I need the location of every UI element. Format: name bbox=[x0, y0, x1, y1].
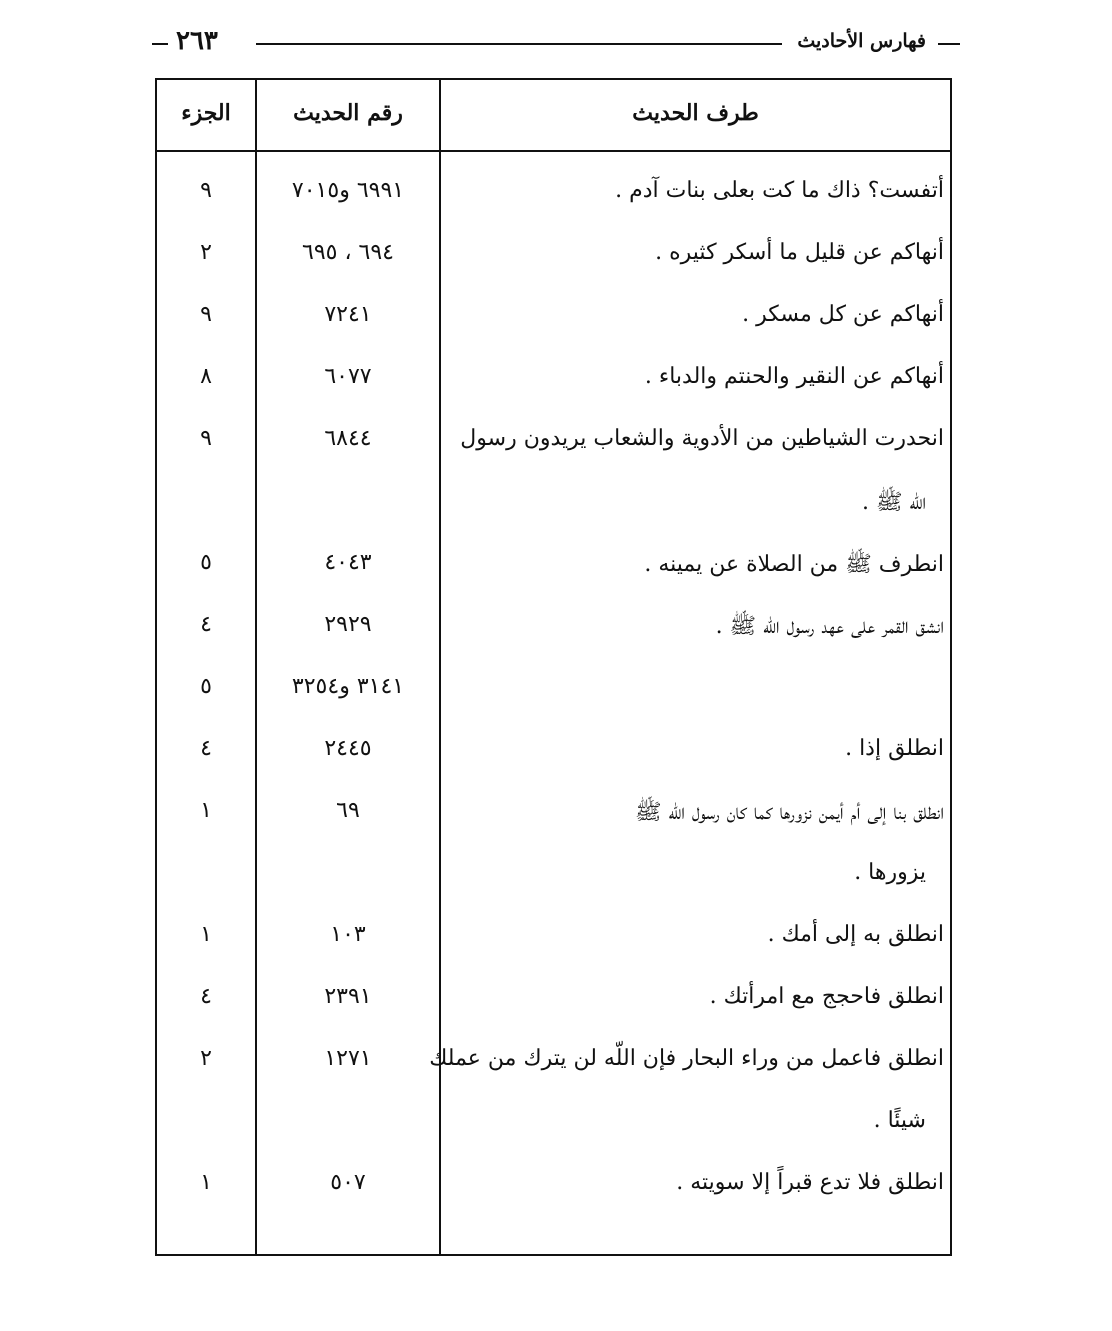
column-header-number: رقم الحديث bbox=[293, 100, 403, 126]
table-row bbox=[157, 418, 950, 480]
hadith-text: انطلق فاحجج مع امرأتك . bbox=[709, 984, 944, 1009]
hadith-text: انطلق بنا إلى أم أيمن نزورها كما كان رسول اللّه ﷺ bbox=[634, 800, 944, 825]
header-title: فهارس الأحاديث bbox=[793, 30, 930, 52]
page-number: ٢٦٣ bbox=[172, 26, 222, 56]
volume-number: ٩ bbox=[200, 178, 212, 203]
table-row bbox=[157, 1100, 950, 1162]
hadith-number: ٦٨٤٤ bbox=[324, 426, 372, 451]
hadith-text: انطرف ﷺ من الصلاة عن يمينه . bbox=[644, 552, 944, 577]
hadith-number: ٥٠٧ bbox=[330, 1170, 366, 1195]
hadith-text: انطلق فاعمل من وراء البحار فإن اللّه لن يترك من عملك bbox=[429, 1046, 944, 1071]
table-row bbox=[157, 480, 950, 542]
running-header bbox=[152, 28, 960, 58]
table-row bbox=[157, 170, 950, 232]
volume-number: ٥ bbox=[200, 674, 212, 699]
table-row bbox=[157, 604, 950, 666]
volume-number: ٨ bbox=[200, 364, 212, 389]
hadith-number: ١٠٣ bbox=[330, 922, 366, 947]
header-rule bbox=[152, 43, 168, 45]
hadith-number: ٢٩٢٩ bbox=[324, 612, 372, 637]
volume-number: ٢ bbox=[200, 1046, 212, 1071]
hadith-text: انطلق فلا تدع قبراً إلا سويته . bbox=[676, 1170, 944, 1195]
hadith-number: ٢٤٤٥ bbox=[324, 736, 372, 761]
volume-number: ٤ bbox=[200, 984, 212, 1009]
column-header-part: الجزء bbox=[181, 100, 231, 126]
volume-number: ٤ bbox=[200, 736, 212, 761]
volume-number: ٤ bbox=[200, 612, 212, 637]
table-row bbox=[157, 232, 950, 294]
hadith-number: ٣١٤١ و٣٢٥٤ bbox=[291, 674, 405, 699]
hadith-text: انحدرت الشياطين من الأدوية والشعاب يريدون رسول bbox=[460, 426, 944, 451]
hadith-index-table bbox=[155, 78, 952, 1256]
hadith-text: أنهاكم عن قليل ما أسكر كثيره . bbox=[655, 240, 944, 265]
hadith-text: انطلق إذا . bbox=[845, 736, 944, 761]
table-row bbox=[157, 728, 950, 790]
hadith-number: ٦٩٤ ، ٦٩٥ bbox=[302, 240, 394, 265]
header-rule bbox=[938, 43, 960, 45]
volume-number: ٢ bbox=[200, 240, 212, 265]
header-divider bbox=[157, 150, 950, 152]
table-row bbox=[157, 356, 950, 418]
hadith-text: أتفست؟ ذاك ما كت بعلى بنات آدم . bbox=[615, 178, 944, 203]
table-body bbox=[157, 170, 950, 1224]
hadith-text: انطلق به إلى أمك . bbox=[767, 922, 944, 947]
table-row bbox=[157, 542, 950, 604]
hadith-text: أنهاكم عن كل مسكر . bbox=[742, 302, 944, 327]
hadith-text: اللّه ﷺ . bbox=[862, 490, 926, 515]
hadith-number: ٢٣٩١ bbox=[324, 984, 372, 1009]
table-row bbox=[157, 852, 950, 914]
table-row bbox=[157, 666, 950, 728]
hadith-number: ١٢٧١ bbox=[324, 1046, 372, 1071]
hadith-number: ٧٢٤١ bbox=[324, 302, 372, 327]
volume-number: ٩ bbox=[200, 426, 212, 451]
table-row bbox=[157, 1038, 950, 1100]
table-row bbox=[157, 790, 950, 852]
column-header-text: طرف الحديث bbox=[632, 100, 759, 126]
hadith-number: ٤٠٤٣ bbox=[324, 550, 372, 575]
hadith-number: ٦٩ bbox=[336, 798, 360, 823]
hadith-text: شيئًا . bbox=[873, 1108, 926, 1133]
hadith-number: ٦٩٩١ و٧٠١٥ bbox=[291, 178, 405, 203]
volume-number: ١ bbox=[200, 798, 212, 823]
volume-number: ٩ bbox=[200, 302, 212, 327]
hadith-text: أنهاكم عن النقير والحنتم والدباء . bbox=[644, 364, 944, 389]
table-row bbox=[157, 1162, 950, 1224]
table-row bbox=[157, 976, 950, 1038]
header-rule bbox=[256, 43, 782, 45]
hadith-number: ٦٠٧٧ bbox=[324, 364, 372, 389]
volume-number: ١ bbox=[200, 922, 212, 947]
table-row bbox=[157, 294, 950, 356]
volume-number: ١ bbox=[200, 1170, 212, 1195]
hadith-text: انشق القمر على عهد رسول اللّه ﷺ . bbox=[715, 614, 944, 639]
table-row bbox=[157, 914, 950, 976]
volume-number: ٥ bbox=[200, 550, 212, 575]
hadith-text: يزورها . bbox=[854, 860, 926, 885]
